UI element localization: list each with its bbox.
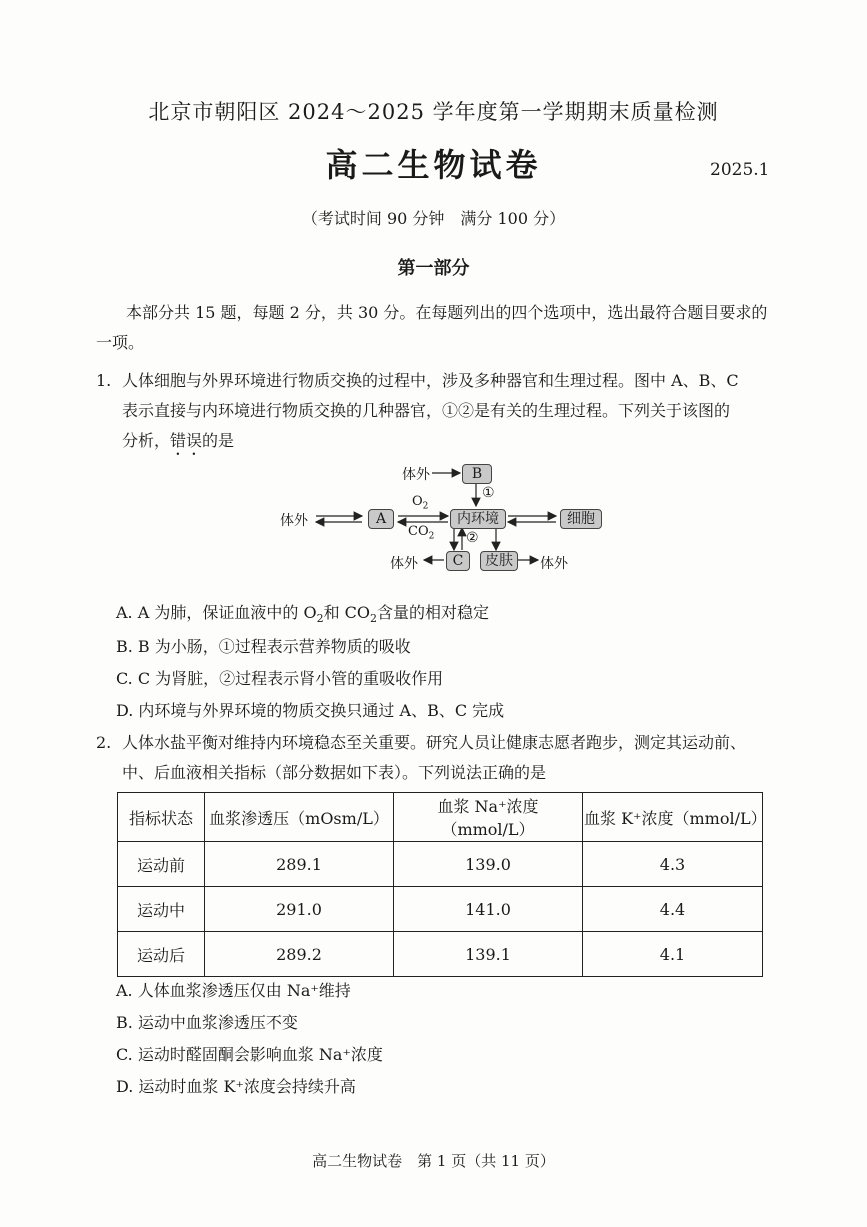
table-cell: 运动后 <box>118 932 205 977</box>
q2-option-c: C. 运动时醛固酮会影响血浆 Na⁺浓度 <box>116 1045 383 1064</box>
organ-a-box: A <box>368 509 394 529</box>
page-title: 高二生物试卷 <box>325 146 542 184</box>
outside-label-bottom-right: 体外 <box>540 556 568 572</box>
q1-stem-line1: 人体细胞与外界环境进行物质交换的过程中，涉及多种器官和生理过程。图中 A、B、C <box>122 371 739 390</box>
q1-stem-pre: 分析， <box>122 431 171 450</box>
exam-header: 北京市朝阳区 2024～2025 学年度第一学期期末质量检测 <box>148 100 719 124</box>
section-title: 第一部分 <box>397 258 470 279</box>
q1-diagram <box>270 458 610 578</box>
q2-option-a: A. 人体血浆渗透压仅由 Na⁺维持 <box>116 981 351 1000</box>
co2-subscript-a: 2 <box>370 612 378 626</box>
table-cell: 141.0 <box>394 887 583 932</box>
q1-number: 1. <box>96 371 112 390</box>
q1-stem-line3 <box>122 426 234 459</box>
q2-option-d: D. 运动时血浆 K⁺浓度会持续升高 <box>116 1077 356 1096</box>
exam-date: 2025.1 <box>710 160 770 180</box>
step2-label: ② <box>466 530 479 546</box>
q1-emphasis-word: 错误 <box>170 431 203 450</box>
outside-label-bottom-left: 体外 <box>390 556 418 572</box>
table-header-row <box>118 793 763 842</box>
o2-label <box>412 494 428 512</box>
q2-stem-line1: 人体水盐平衡对维持内环境稳态至关重要。研究人员让健康志愿者跑步，测定其运动前、 <box>122 733 747 752</box>
co2-label <box>408 524 434 542</box>
exam-info: （考试时间 90 分钟 满分 100 分） <box>301 209 566 228</box>
table-header-cell: 指标状态 <box>118 793 205 842</box>
organ-c-box: C <box>446 551 470 571</box>
q2-option-b: B. 运动中血浆渗透压不变 <box>116 1013 298 1032</box>
table-cell: 4.4 <box>583 887 763 932</box>
q1-option-a-mid: 和 CO <box>323 603 371 622</box>
q2-number: 2. <box>96 733 112 752</box>
skin-box: 皮肤 <box>480 551 518 571</box>
intro-text: 本部分共 15 题，每题 2 分，共 30 分。在每题列出的四个选项中，选出最符合题目要求的一项。 <box>96 303 768 352</box>
table-header-cell: 血浆 K⁺浓度（mmol/L） <box>583 793 763 842</box>
q1-stem-post: 的是 <box>202 431 235 450</box>
table-cell: 4.1 <box>583 932 763 977</box>
table-cell: 139.1 <box>394 932 583 977</box>
table-row <box>118 887 763 932</box>
q1-option-a-post: 含量的相对稳定 <box>377 603 490 622</box>
table-cell: 291.0 <box>205 887 394 932</box>
q1-option-d: D. 内环境与外界环境的物质交换只通过 A、B、C 完成 <box>116 701 505 720</box>
outside-label-top: 体外 <box>402 467 430 483</box>
page-footer: 高二生物试卷 第 1 页（共 11 页） <box>312 1152 555 1170</box>
table-cell: 运动前 <box>118 842 205 887</box>
o2-text: O <box>412 494 423 509</box>
outside-label-left: 体外 <box>280 513 308 529</box>
table-header-cell: 血浆 Na⁺浓度（mmol/L） <box>394 793 583 842</box>
table-cell: 139.0 <box>394 842 583 887</box>
table-row <box>118 932 763 977</box>
q1-option-c: C. C 为肾脏，②过程表示肾小管的重吸收作用 <box>116 669 444 688</box>
q1-option-a-pre: A. A 为肺，保证血液中的 O <box>116 603 317 622</box>
table-cell: 运动中 <box>118 887 205 932</box>
table-cell: 4.3 <box>583 842 763 887</box>
o2-subscript: 2 <box>422 501 429 512</box>
co2-text: CO <box>408 524 429 539</box>
q1-option-a <box>116 600 489 625</box>
cell-box: 细胞 <box>560 509 602 529</box>
table-header-cell: 血浆渗透压（mOsm/L） <box>205 793 394 842</box>
q2-stem-line2: 中、后血液相关指标（部分数据如下表）。下列说法正确的是 <box>122 763 547 782</box>
q1-stem-line2: 表示直接与内环境进行物质交换的几种器官，①②是有关的生理过程。下列关于该图的 <box>122 401 731 420</box>
table-row <box>118 842 763 887</box>
step1-label: ① <box>482 485 495 501</box>
organ-b-box: B <box>462 464 492 484</box>
internal-environment-box: 内环境 <box>450 509 506 529</box>
co2-subscript: 2 <box>428 531 435 542</box>
table-cell: 289.1 <box>205 842 394 887</box>
section-intro <box>66 298 776 358</box>
table-cell: 289.2 <box>205 932 394 977</box>
o2-subscript-a: 2 <box>316 612 324 626</box>
q1-option-b: B. B 为小肠，①过程表示营养物质的吸收 <box>116 637 411 656</box>
q2-data-table <box>117 792 767 977</box>
